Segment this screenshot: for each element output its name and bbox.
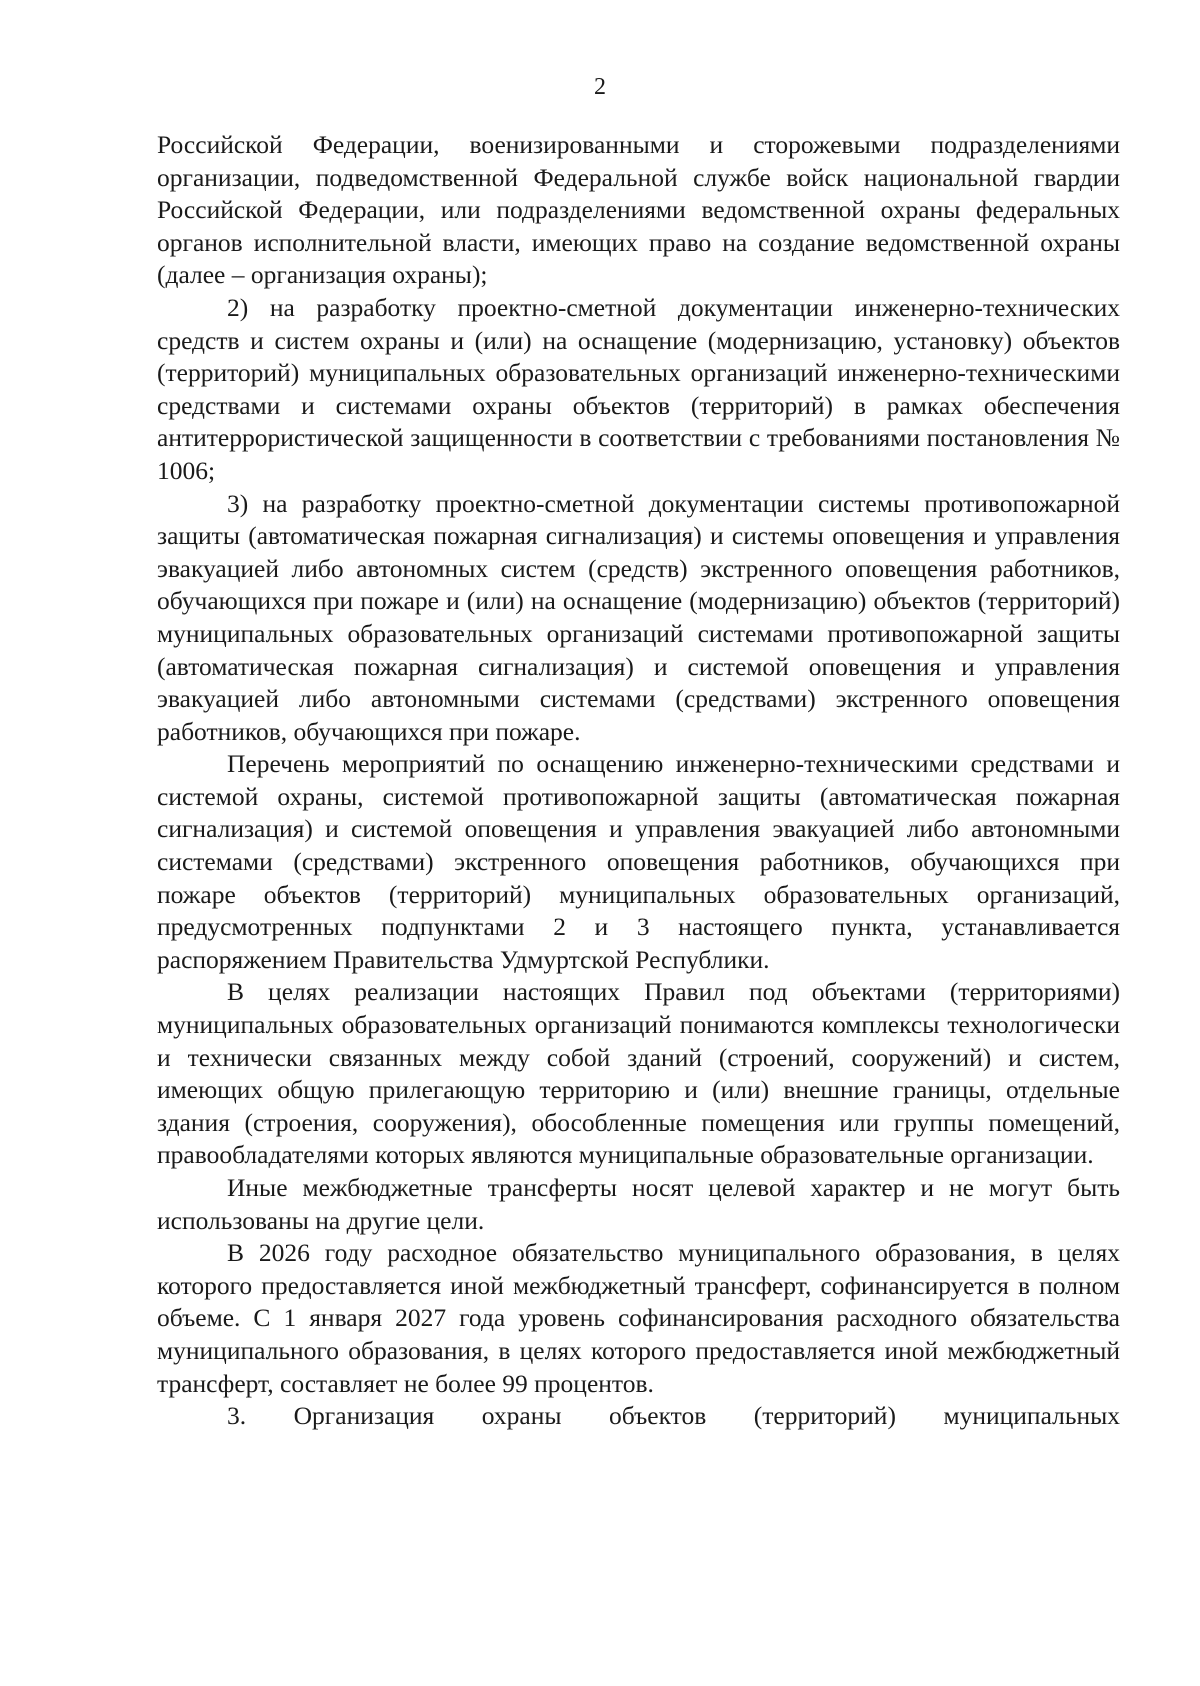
page-number: 2	[594, 74, 606, 100]
paragraph-continuation-organizations: Российской Федерации, военизированными и сторожевыми подразделениями организации, подведомственной Федеральной службе войск национальной гвардии Российской Федерации, или подразделениями ведомственной охраны федеральных органов исполнительной власти, имеющих право на создание ведомственной охраны (далее – организация охраны);	[157, 130, 1120, 290]
paragraph-targeted-transfers: Иные межбюджетные трансферты носят целевой характер и не могут быть использованы на другие цели.	[157, 1173, 1120, 1235]
paragraph-item-2-security-systems: 2) на разработку проектно-сметной документации инженерно-технических средств и систем охраны и (или) на оснащение (модернизацию, установку) объектов (территорий) муниципальных образовательных организаций инженерно-техническими средствами и системами охраны объектов (территорий) в рамках обеспечения антитеррористической защищенности в соответствии с требованиями постановления № 1006;	[157, 292, 1120, 485]
paragraph-item-3-security-organization: 3. Организация охраны объектов (территорий) муниципальных	[227, 1401, 1120, 1431]
document-body	[157, 129, 1120, 1433]
paragraph-cofinancing: В 2026 году расходное обязательство муниципального образования, в целях которого предоставляется иной межбюджетный трансферт, софинансируется в полном объеме. С 1 января 2027 года уровень софинансирования расходного обязательства муниципального образования, в целях которого предоставляется иной межбюджетный трансферт, составляет не более 99 процентов.	[157, 1238, 1120, 1398]
paragraph-measures-list: Перечень мероприятий по оснащению инженерно-техническими средствами и системой охраны, системой противопожарной защиты (автоматическая пожарная сигнализация) и системой оповещения и управления эвакуацией либо автономными системами (средствами) экстренного оповещения работников, обучающихся при пожаре объектов (территорий) муниципальных образовательных организаций, предусмотренных подпунктами 2 и 3 настоящего пункта, устанавливается распоряжением Правительства Удмуртской Республики.	[157, 749, 1120, 974]
paragraph-objects-definition: В целях реализации настоящих Правил под объектами (территориями) муниципальных образовательных организаций понимаются комплексы технологически и технически связанных между собой зданий (строений, сооружений) и систем, имеющих общую прилегающую территорию и (или) внешние границы, отдельные здания (строения, сооружения), обособленные помещения или группы помещений, правообладателями которых являются муниципальные образовательные организации.	[157, 977, 1120, 1170]
paragraph-item-3-fire-protection: 3) на разработку проектно-сметной документации системы противопожарной защиты (автоматическая пожарная сигнализация) и системы оповещения и управления эвакуацией либо автономных систем (средств) экстренного оповещения работников, обучающихся при пожаре и (или) на оснащение (модернизацию) объектов (территорий) муниципальных образовательных организаций системами противопожарной защиты (автоматическая пожарная сигнализация) и системой оповещения и управления эвакуацией либо автономными системами (средствами) экстренного оповещения работников, обучающихся при пожаре.	[157, 488, 1120, 746]
